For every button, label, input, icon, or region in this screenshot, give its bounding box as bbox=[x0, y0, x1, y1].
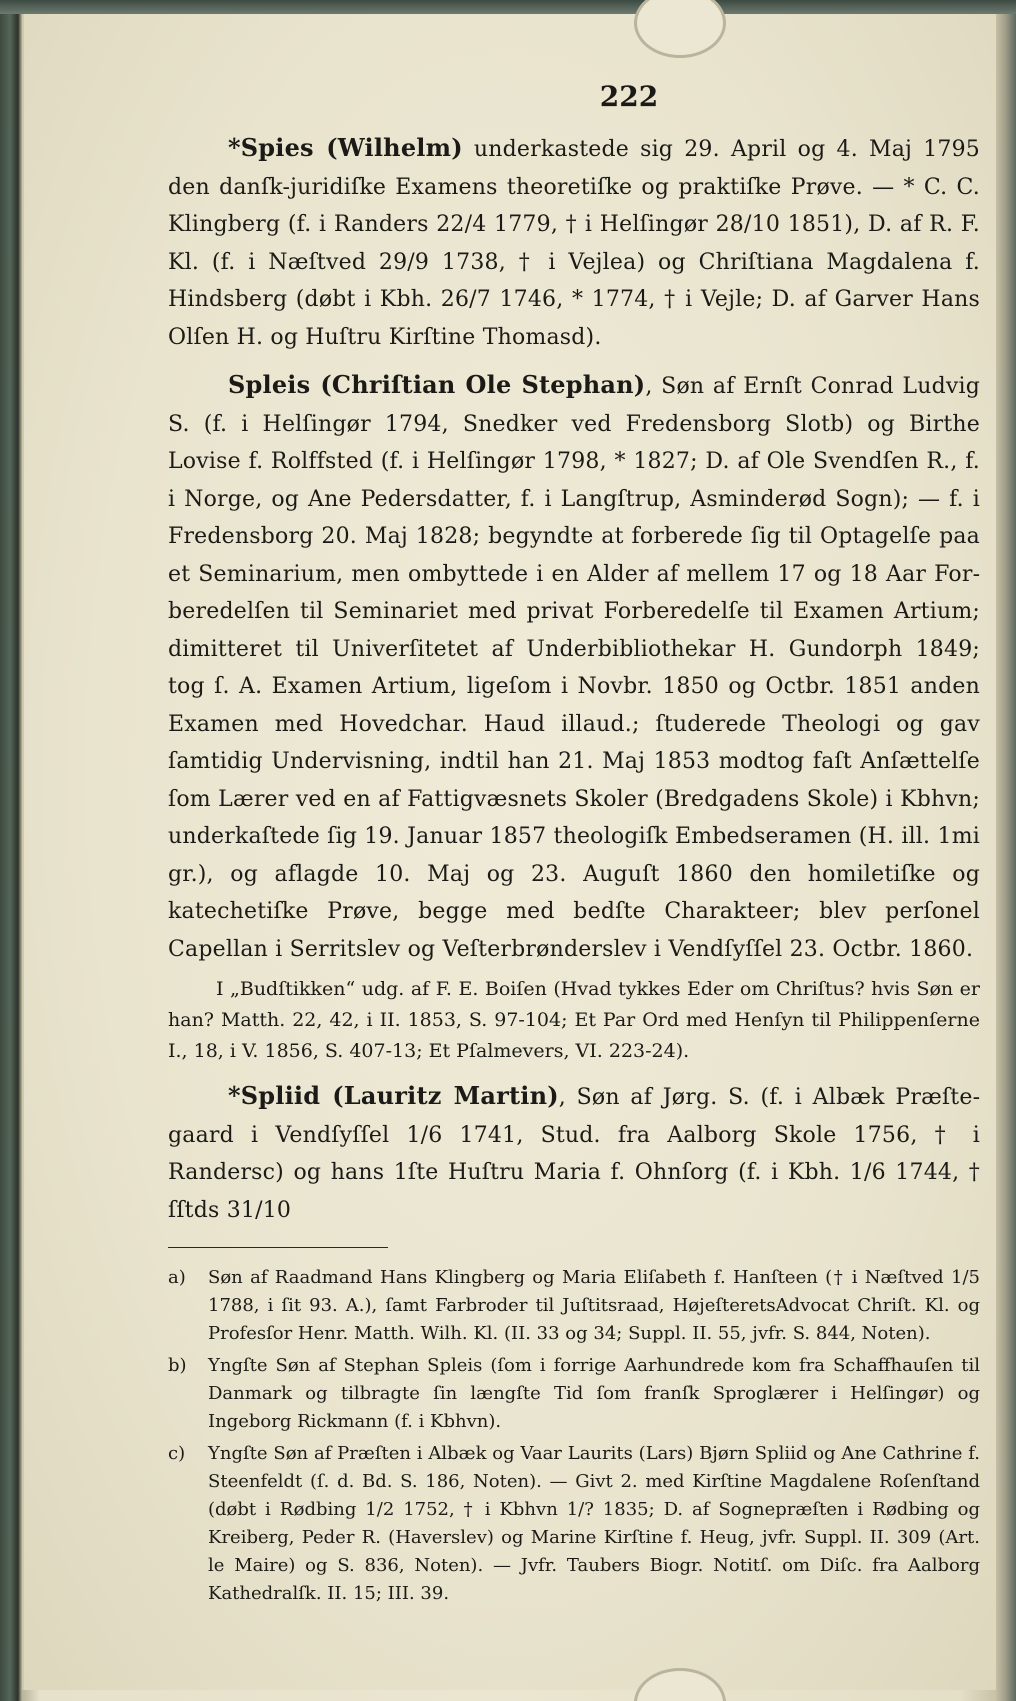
cover-edge bbox=[0, 0, 1016, 14]
punch-hole-bottom bbox=[634, 1668, 726, 1701]
footnote-label: a) bbox=[168, 1267, 186, 1288]
entry-spies bbox=[168, 129, 980, 356]
entry-heading: Spleis (Chriſtian Ole Stephan) bbox=[228, 370, 646, 399]
entry-spleis bbox=[168, 366, 980, 968]
footnote-c bbox=[168, 1440, 980, 1608]
entry-heading: *Spliid (Lauritz Martin) bbox=[228, 1081, 559, 1110]
footnote-text: Søn af Raadmand Hans Klingberg og Maria Eliſabeth f. Hanſteen († i Næſtved 1/5 1788, i ſit 93. A.), ſamt Farbroder til Juſtitsraad, HøjeſteretsAdvocat Chriſt. Kl. og Profesſor Henr. Matth. Wilh. Kl. (II. 33 og 34; Suppl. II. 55, jvfr. S. 844, Noten). bbox=[208, 1267, 980, 1344]
bibliography-note: I „Budſtikken“ udg. af F. E. Boiſen (Hvad tykkes Eder om Chriſtus? hvis Søn er han? Matth. 22, 42, i II. 1853, S. 97-104; Et Par Ord med Henſyn til Philippenſerne I., 18, i V. 1856, S. 407-13; Et Pſalmevers, VI. 223-24). bbox=[168, 978, 980, 1062]
footnote-text: Yngſte Søn af Præſten i Albæk og Vaar Laurits (Lars) Bjørn Spliid og Ane Cathrine f. Steenfeldt (ſ. d. Bd. S. 186, Noten). — Givt 2. med Kirſtine Magdalene Roſenſtand (døbt i Rødbing 1/2 1752, † i Kbhvn 1/? 1835; D. af Sognepræſten i Rødbing og Kreiberg, Peder R. (Haverslev) og Marine Kirſtine f. Heug, jvfr. Suppl. II. 309 (Art. le Maire) og S. 836, Noten). — Jvfr. Taubers Biogr. Notitſ. om Diſc. fra Aalborg Kathedralſk. II. 15; III. 39. bbox=[208, 1443, 980, 1604]
entry-body: , Søn af Ernſt Conrad Ludvig S. (f. i Helſingør 1794, Snedker ved Fredensborg Slotb) og Birthe Lovise f. Rolffsted (f. i Helſingør 1798, * 1827; D. af Ole Svendſen R., f. i Norge, og Ane Pedersdatter, f. i Langſtrup, Asminderød Sogn); — f. i Fredensborg 20. Maj 1828; begyndte at forberede ſig til Optagelſe paa et Seminarium, men ombyttede i en Alder af mellem 17 og 18 Aar Forberedelſen til Seminariet med privat Forberedelſe til Examen Artium; dimitteret til Univerſitetet af Underbibliothekar H. Gundorph 1849; tog ſ. A. Examen Artium, ligeſom i Novbr. 1850 og Octbr. 1851 anden Examen med Hovedchar. Haud illaud.; ſtuderede Theologi og gav ſamtidig Undervisning, indtil han 21. Maj 1853 modtog faſt Anſættelſe ſom Lærer ved en af Fattigvæsnets Skoler (Bredgadens Skole) i Kbhvn; underkaſtede ſig 19. Januar 1857 theologiſk Embedseramen (H. ill. 1mi gr.), og aflagde 10. Maj og 23. Auguſt 1860 den homiletiſke og katechetiſke Prøve, begge med bedſte Charakteer; blev perſonel Capellan i Serritslev og Veſterbrønderslev i Vendſyſſel 23. Octbr. 1860. bbox=[168, 374, 980, 962]
footnote-label: b) bbox=[168, 1355, 187, 1376]
footnote-text: Yngſte Søn af Stephan Spleis (ſom i forrige Aarhundrede kom fra Schaffhauſen til Danmark og tilbragte ſin længſte Tid ſom franſk Sproglærer i Helſingør) og Ingeborg Rickmann (f. i Kbhvn). bbox=[208, 1355, 980, 1432]
footnote-divider bbox=[168, 1247, 388, 1248]
entry-spliid bbox=[168, 1077, 980, 1229]
footnote-a bbox=[168, 1264, 980, 1348]
entry-heading: *Spies (Wilhelm) bbox=[228, 133, 463, 162]
entry-body: , Søn af Jørg. S. (f. i Albæk Præſtegaard i Vendſyſſel 1/6 1741, Stud. fra Aalborg Skole 1756, † i Randersc) og hans 1ſte Huſtru Maria f. Ohnſorg (f. i Kbh. 1/6 1744, † ſſtds 31/10 bbox=[168, 1085, 980, 1223]
footnote-b bbox=[168, 1352, 980, 1436]
footnote-label: c) bbox=[168, 1443, 186, 1464]
page-text bbox=[168, 80, 980, 1612]
page-number: 222 bbox=[599, 80, 659, 113]
punch-hole-top bbox=[634, 0, 726, 58]
entry-body: underkastede sig 29. April og 4. Maj 1795 den danſk-juridiſke Examens theoretiſke og praktiſke Prøve. — * C. C. Klingberg (f. i Randers 22/4 1779, † i Helſingør 28/10 1851), D. af R. F. Kl. (f. i Næſtved 29/9 1738, † i Vejlea) og Chriſtiana Magdalena f. Hindsberg (døbt i Kbh. 26/7 1746, * 1774, † i Vejle; D. af Garver Hans Olſen H. og Huſtru Kirſtine Thomasd). bbox=[168, 137, 980, 350]
